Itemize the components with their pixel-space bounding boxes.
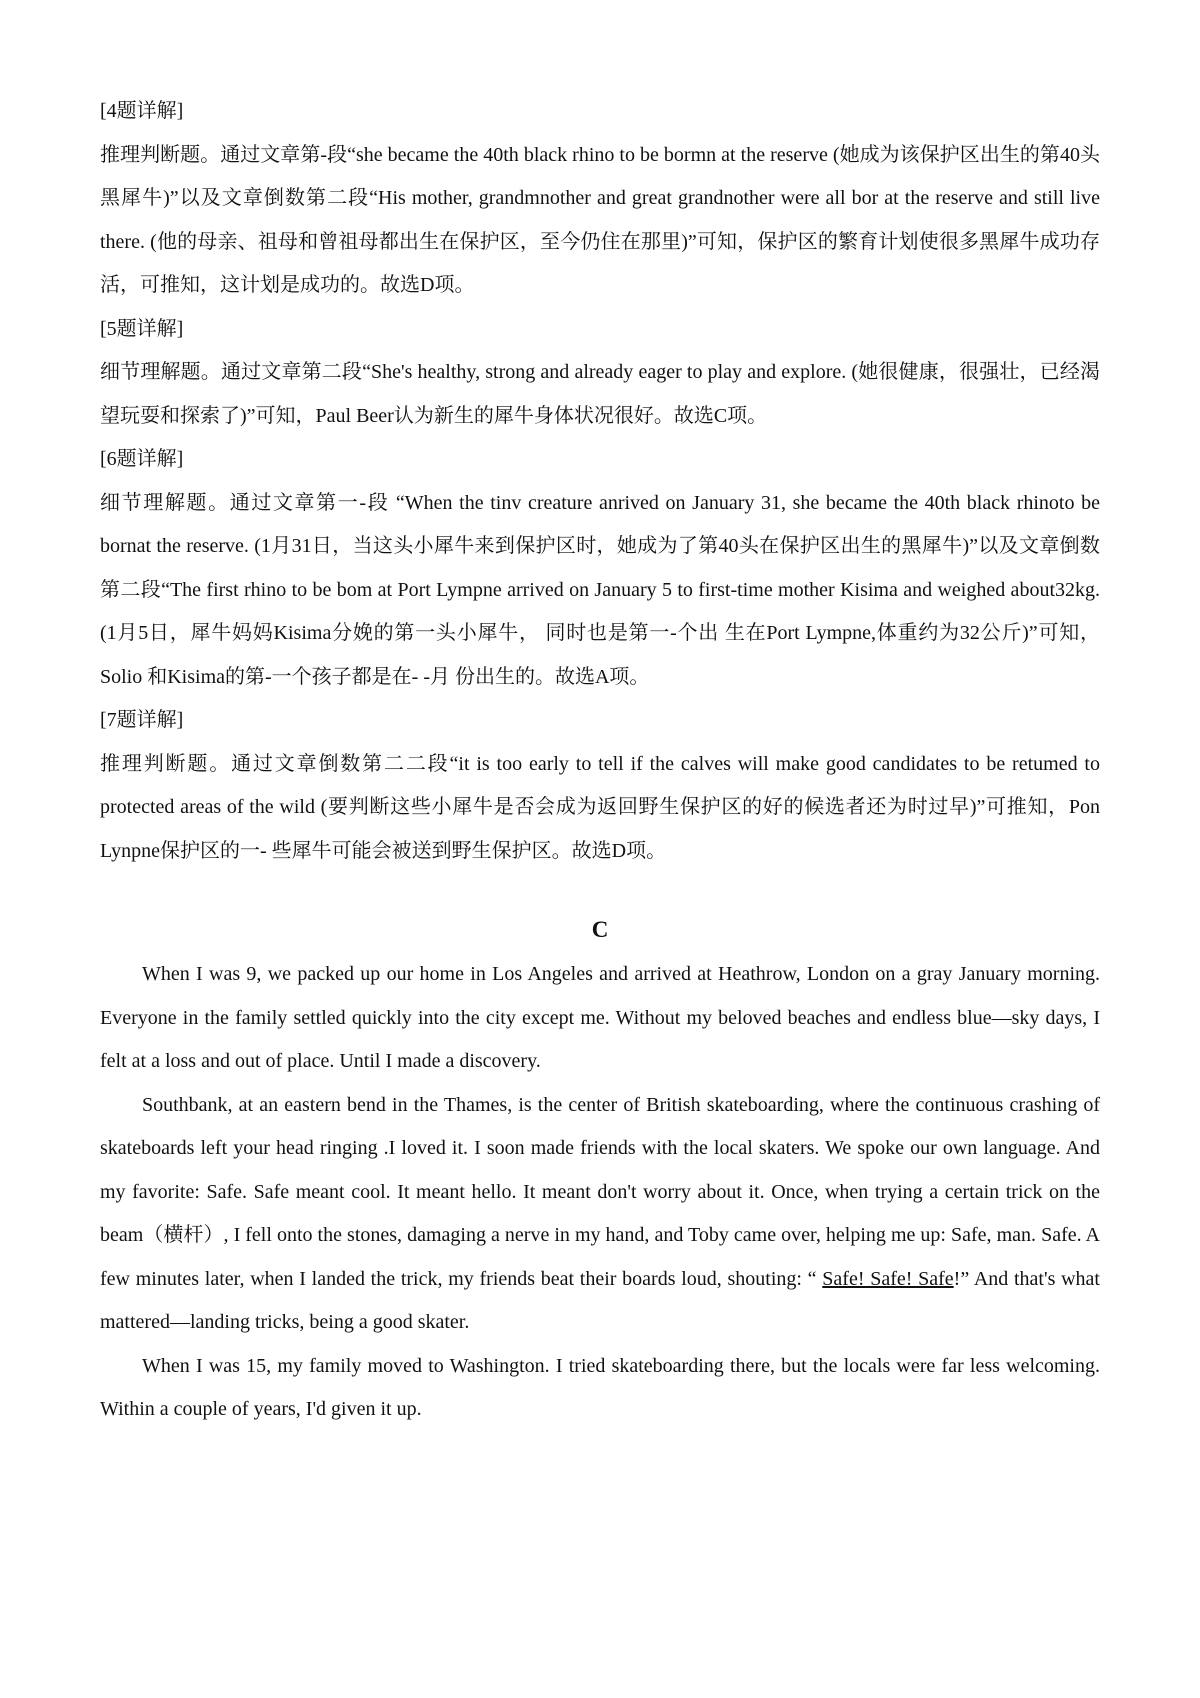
explanation-7-text: 推理判断题。通过文章倒数第二二段“it is too early to tell if the calves will make good candidates to be retumed to protected areas of the wild (要判断这些小犀牛是否会成为返回野生保护区的好的候选者还为时过早)”可推知，Pon Lynpne保护区的一- 些犀牛可能会被送到野生保护区。故选D项。	[100, 752, 1100, 862]
explanation-5-text: 细节理解题。通过文章第二段“She's healthy, strong and already eager to play and explore. (她很健康，很强壮，已经渴望玩耍和探索了)”可知，Paul Beer认为新生的犀牛身体状况很好。故选C项。	[100, 361, 1100, 427]
explanation-5-label: [5题详解]	[100, 317, 184, 340]
passage-paragraph-1: When I was 9, we packed up our home in Los Angeles and arrived at Heathrow, London on a gray January morning. Everyone in the family settled quickly into the city except me. Without my beloved beaches and endless blue—sky days, I felt at a loss and out of place. Until I made a discovery.	[100, 963, 1100, 1072]
underlined-safe-phrase: Safe! Safe! Safe	[822, 1267, 954, 1290]
explanation-7-label: [7题详解]	[100, 709, 184, 731]
explanation-4-text: 推理判断题。通过文章第-段“she became the 40th black rhino to be bormn at the reserve (她成为该保护区出生的第40头黑犀牛)”以及文章倒数第二段“His mother, grandmnother and great grandnother were all bor at the reserve and still live there. (他的母亲、祖母和曾祖母都出生在保护区，至今仍住在那里)”可知，保护区的繁育计划使很多黑犀牛成功存活，可推知，这计划是成功的。故选D项。	[100, 143, 1100, 296]
passage-paragraph-3: When I was 15, my family moved to Washington. I tried skateboarding there, but the locals were far less welcoming. Within a couple of years, I'd given it up.	[100, 1354, 1100, 1420]
passage-paragraph-2-text-before: Southbank, at an eastern bend in the Thames, is the center of British skateboarding, where the continuous crashing of skateboards left your head ringing .I loved it. I soon made friends with the local skaters. We spoke our own language. And my favorite: Safe. Safe meant cool. It meant hello. It meant don't worry about it. Once, when trying a certain trick on the beam（横杆）, I fell onto the stones, damaging a nerve in my hand, and Toby came over, helping me up: Safe, man. Safe. A few minutes later, when I landed the trick, my friends beat their boards loud, shouting: “	[100, 1093, 1100, 1290]
passage-paragraph-2	[100, 1084, 1100, 1345]
explanation-6-label: [6题详解]	[100, 448, 184, 470]
explanation-6-text: 细节理解题。通过文章第一-段 “When the tinv creature anrived on January 31, she became the 40th black rhinoto be bornat the reserve. (1月31日，当这头小犀牛来到保护区时，她成为了第40头在保护区出生的黑犀牛)”以及文章倒数第二段“The first rhino to be bom at Port Lympne arrived on January 5 to first-time mother Kisima and weighed about32kg. (1月5日，犀牛妈妈Kisima分娩的第一头小犀牛， 同时也是第一-个出 生在Port Lympne,体重约为32公斤)”可知，Solio 和Kisima的第-一个孩子都是在- -月 份出生的。故选A项。	[100, 491, 1100, 688]
passage-section-title: C	[591, 917, 609, 942]
passage-paragraph-2-text-after: !” And that's what mattered—landing tricks, being a good skater.	[100, 1267, 1100, 1333]
explanation-4-label: [4题详解]	[100, 100, 184, 122]
